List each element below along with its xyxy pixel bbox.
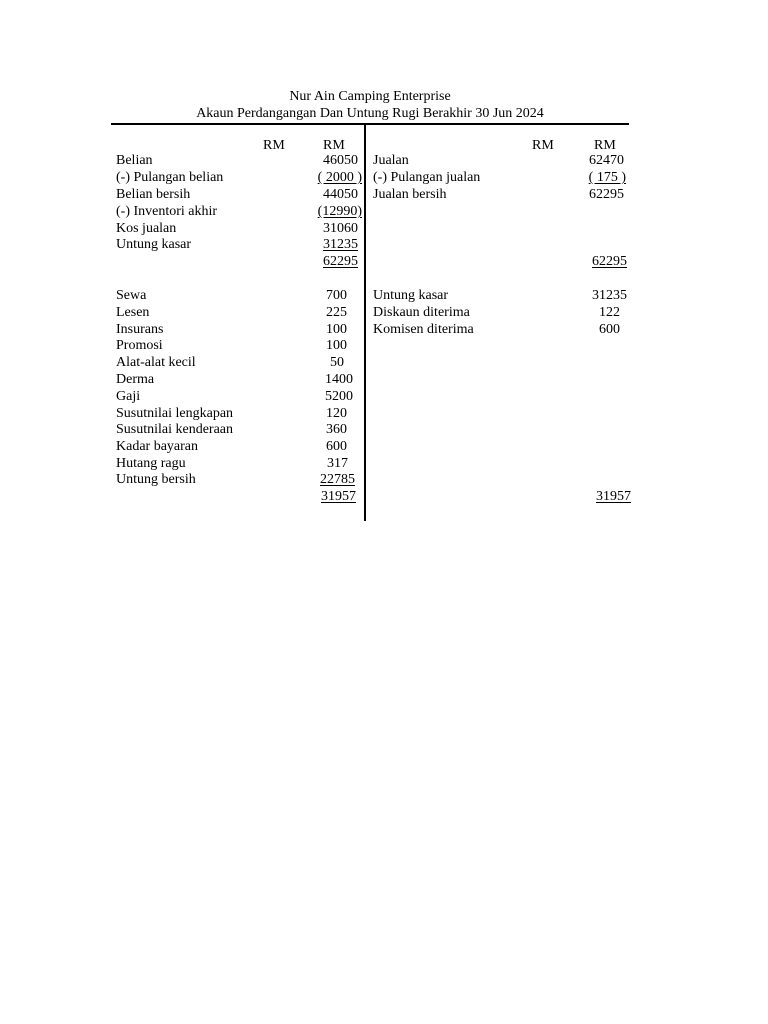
trading-left-value: ( 2000 ) <box>317 170 362 185</box>
pnl-left-label: Promosi <box>116 338 163 353</box>
trading-right-total: 62295 <box>592 254 627 269</box>
trading-left-label: (-) Inventori akhir <box>116 204 218 219</box>
pnl-left-value: 5200 <box>325 389 353 404</box>
pnl-left-label: Alat-alat kecil <box>116 355 196 370</box>
company-name: Nur Ain Camping Enterprise <box>289 89 451 104</box>
statement-title: Akaun Perdangangan Dan Untung Rugi Berakhir 30 Jun 2024 <box>196 106 544 121</box>
trading-right-label: Jualan bersih <box>373 187 447 202</box>
pnl-right-label: Untung kasar <box>373 288 449 303</box>
rm-header-left-2: RM <box>323 138 345 153</box>
pnl-right-value: 600 <box>599 322 620 337</box>
trading-left-label: Belian <box>116 153 153 168</box>
pnl-left-label: Susutnilai kenderaan <box>116 422 234 437</box>
trading-left-label: Untung kasar <box>116 237 192 252</box>
pnl-left-total: 31957 <box>321 489 356 504</box>
trading-left-label: Kos jualan <box>116 221 177 236</box>
pnl-right-value: 31235 <box>592 288 627 303</box>
trading-right-label: Jualan <box>373 153 409 168</box>
pnl-left-label: Untung bersih <box>116 472 196 487</box>
pnl-left-label: Hutang ragu <box>116 456 186 471</box>
trading-left-total: 62295 <box>323 254 358 269</box>
trading-left-value: 31235 <box>323 237 358 252</box>
trading-left-label: (-) Pulangan belian <box>116 170 224 185</box>
pnl-left-value: 600 <box>326 439 347 454</box>
header-rule <box>111 123 629 125</box>
trading-left-value: 31060 <box>323 221 358 236</box>
pnl-right-value: 122 <box>599 305 620 320</box>
trading-right-value: ( 175 ) <box>588 170 626 185</box>
pnl-right-total: 31957 <box>596 489 631 504</box>
trading-left-value: 44050 <box>323 187 358 202</box>
pnl-left-label: Kadar bayaran <box>116 439 199 454</box>
pnl-left-value: 225 <box>326 305 347 320</box>
rm-header-right-1: RM <box>532 138 554 153</box>
pnl-left-value: 120 <box>326 406 347 421</box>
pnl-left-value: 100 <box>326 322 347 337</box>
pnl-left-value: 1400 <box>325 372 353 387</box>
pnl-left-label: Susutnilai lengkapan <box>116 406 234 421</box>
center-divider <box>364 125 366 521</box>
pnl-right-label: Diskaun diterima <box>373 305 470 320</box>
pnl-left-label: Sewa <box>116 288 147 303</box>
trading-right-value: 62470 <box>589 153 624 168</box>
pnl-left-label: Derma <box>116 372 155 387</box>
trading-right-value: 62295 <box>589 187 624 202</box>
pnl-left-value: 100 <box>326 338 347 353</box>
pnl-left-value: 360 <box>326 422 347 437</box>
pnl-left-value: 22785 <box>320 472 355 487</box>
pnl-left-label: Gaji <box>116 389 141 404</box>
pnl-left-value: 700 <box>326 288 347 303</box>
trading-left-value: 46050 <box>323 153 358 168</box>
trading-left-label: Belian bersih <box>116 187 191 202</box>
trading-left-value: (12990) <box>317 204 362 219</box>
rm-header-right-2: RM <box>594 138 616 153</box>
pnl-right-label: Komisen diterima <box>373 322 474 337</box>
pnl-left-value: 50 <box>330 355 344 370</box>
pnl-left-label: Lesen <box>116 305 150 320</box>
pnl-left-label: Insurans <box>116 322 164 337</box>
rm-header-left-1: RM <box>263 138 285 153</box>
trading-right-label: (-) Pulangan jualan <box>373 170 481 185</box>
pnl-left-value: 317 <box>327 456 348 471</box>
